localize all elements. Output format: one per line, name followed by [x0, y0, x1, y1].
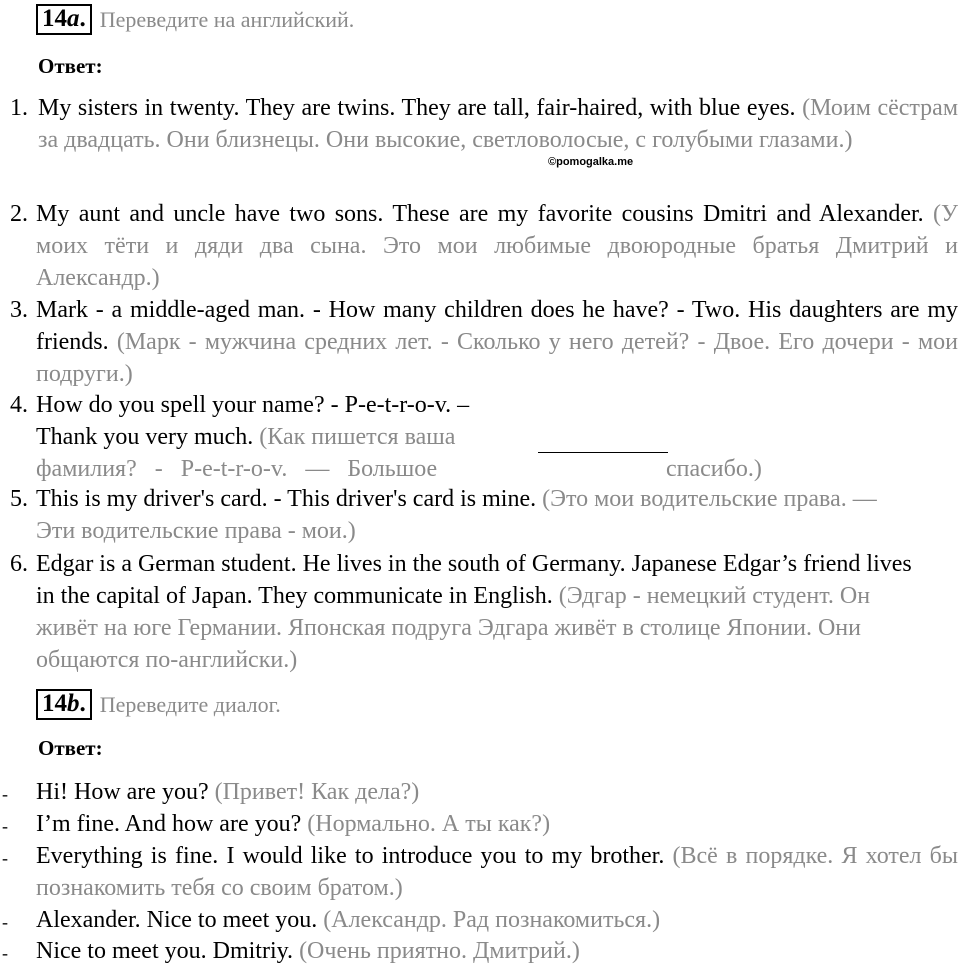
russian-translation: (У моих тёти и дяди два сына. Это мои любимые двоюродные братья Дмитрий и Александр.) [36, 201, 958, 291]
task-letter: a [67, 5, 80, 32]
english-text: My aunt and uncle have two sons. These are my favorite cousins Dmitri and Alexander. [36, 201, 924, 227]
dialog-dash: - [2, 848, 8, 868]
list-item [36, 294, 958, 390]
english-text: I’m fine. And how are you? [36, 811, 302, 837]
task-instruction: Переведите диалог. [99, 691, 281, 717]
english-text: How do you spell your name? - P-e-t-r-o-v. – [36, 392, 470, 418]
task-dot: . [79, 5, 86, 32]
task-14a-header [36, 4, 354, 35]
list-item [36, 198, 958, 294]
list-item [36, 483, 906, 547]
task-number: 14 [42, 5, 67, 32]
dialog-dash: - [2, 816, 8, 836]
russian-translation: (Нормально. А ты как?) [307, 811, 551, 837]
english-text: Mark - a middle-aged man. - How many children does he have? - Two. His daughters are my friends. [36, 297, 958, 355]
list-item [38, 92, 958, 156]
dialog-line [36, 808, 956, 840]
english-text: Alexander. Nice to meet you. [36, 907, 318, 933]
english-text: Nice to meet you. Dmitriy. [36, 938, 294, 964]
russian-translation: (Моим сёстрам за двадцать. Они близнецы. Они высокие, светловолосые, с голубыми глазами.) [38, 95, 959, 153]
english-text: Everything is fine. I would like to introduce you to my brother. [36, 843, 665, 869]
list-item [36, 389, 958, 485]
dialog-dash: - [2, 943, 8, 963]
list-item [36, 548, 916, 676]
task-instruction: Переведите на английский. [99, 6, 355, 32]
answer-label: Ответ: [38, 736, 103, 760]
russian-translation: (Очень приятно. Дмитрий.) [299, 938, 580, 964]
task-letter: b [67, 690, 80, 717]
dialog-dash: - [2, 912, 8, 932]
task-number: 14 [42, 690, 67, 717]
task-dot: . [79, 690, 86, 717]
item-number: 5. [10, 486, 28, 512]
answer-label: Ответ: [38, 54, 103, 78]
english-text: This is my driver's card. - This driver's card is mine. [36, 486, 537, 512]
item-number: 1. [10, 95, 28, 121]
russian-translation: (Как пишется ваша [259, 424, 456, 450]
item-number: 6. [10, 551, 28, 577]
task-number-box [36, 689, 92, 720]
dialog-line [36, 776, 956, 808]
item-number: 3. [10, 297, 28, 323]
fill-in-blank-line [538, 452, 668, 453]
russian-translation: (Эдгар - немецкий студент. Он живёт на юге Германии. Японская подруга Эдгара живёт в столице Японии. Они общаются по-английски.) [36, 583, 871, 673]
task-number-box [36, 4, 92, 35]
russian-translation: (Это мои водительские права. — Эти водительские права - мои.) [36, 486, 877, 544]
item-number: 4. [10, 392, 28, 418]
english-text: Hi! How are you? [36, 779, 209, 805]
russian-translation: (Привет! Как дела?) [214, 779, 420, 805]
russian-translation: (Марк - мужчина средних лет. - Сколько у него детей? - Двое. Его дочери - мои подруги.) [36, 329, 958, 387]
russian-translation: (Всё в порядке. Я хотел бы познакомить тебя со своим братом.) [36, 843, 959, 901]
english-text: Thank you very much. [36, 424, 254, 450]
russian-translation: спасибо.) [666, 456, 762, 482]
english-text: My sisters in twenty. They are twins. They are tall, fair-haired, with blue eyes. [38, 95, 796, 121]
task-14b-header [36, 689, 281, 720]
russian-translation: фамилия? - P-e-t-r-o-v. — Большое [36, 456, 438, 482]
russian-translation: (Александр. Рад познакомиться.) [323, 907, 661, 933]
watermark: ©pomogalka.me [548, 156, 634, 168]
item-number: 2. [10, 201, 28, 227]
english-text: Edgar is a German student. He lives in the south of Germany. Japanese Edgar’s friend lives in the capital of Japan. They communicate in English. [36, 551, 912, 609]
dialog-line [36, 904, 956, 936]
dialog-line [36, 935, 956, 967]
dialog-line [36, 840, 958, 904]
dialog-dash: - [2, 784, 8, 804]
